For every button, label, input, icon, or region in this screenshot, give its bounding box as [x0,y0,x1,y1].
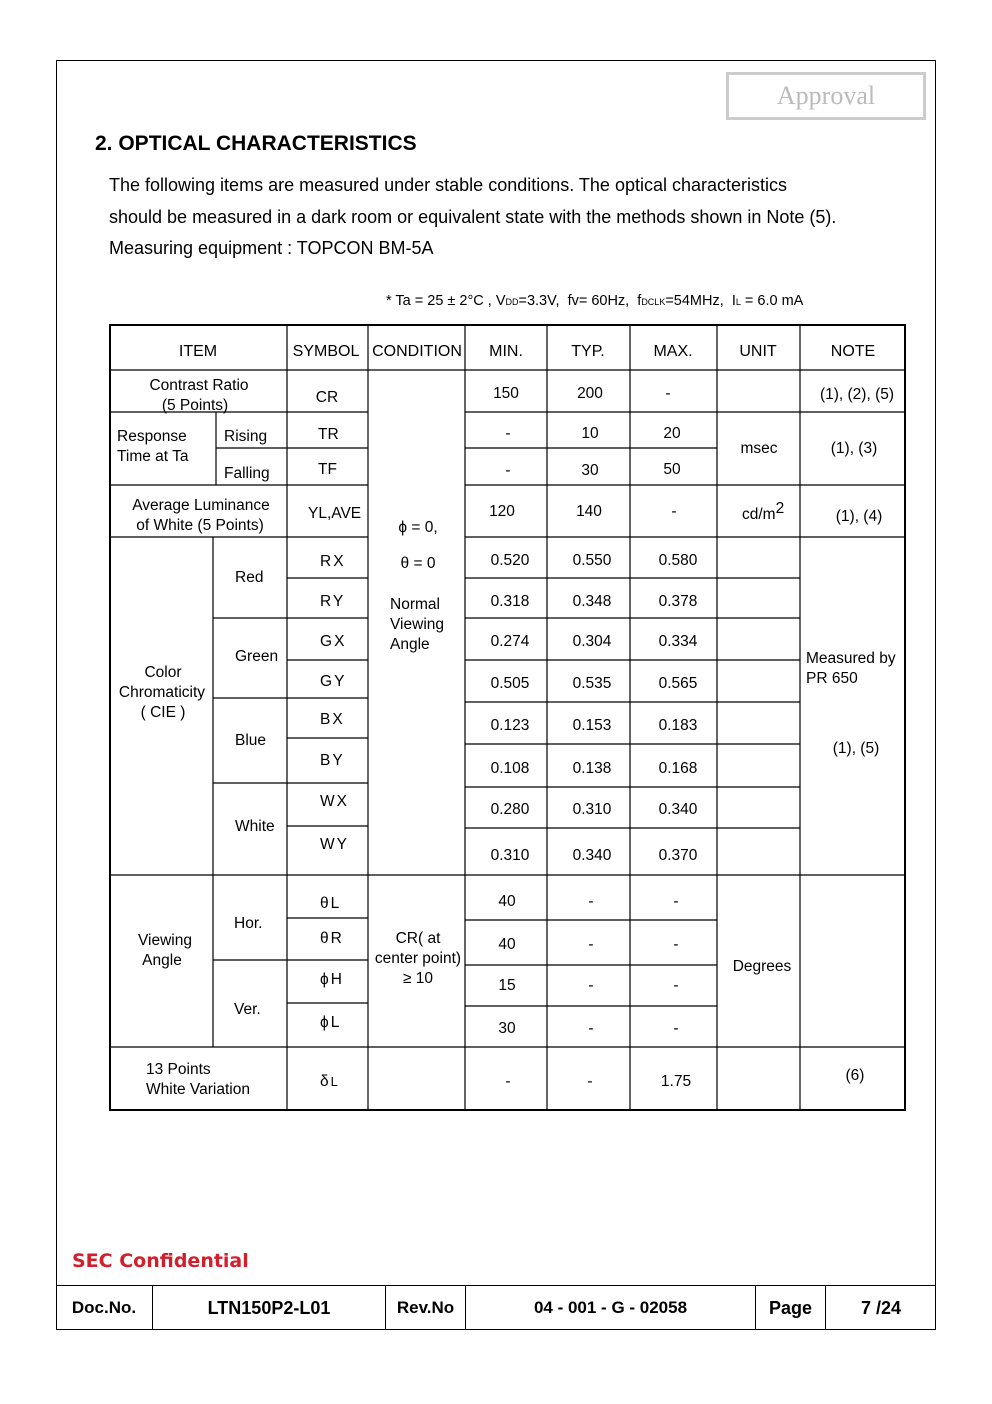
rise-typ: 10 [581,425,599,442]
viewing-unit: Degrees [732,958,792,975]
page-total: /24 [876,1298,902,1318]
header-condition: CONDITION [372,343,462,360]
cond-fv: fv= 60Hz, [567,293,630,309]
chroma-symbol-3-sub: Y [334,673,345,690]
luminance-unit [742,500,784,523]
chroma-note-1: Measured by [806,650,896,667]
viewing-symbol-1-base: θ [320,930,329,947]
luminance-symbol [308,505,361,522]
cond-i: I [731,293,736,309]
chroma-symbol-7 [320,836,347,853]
sym-delta-sub: L [330,1074,338,1089]
chroma-typ-2: 0.304 [572,633,612,650]
chroma-typ-7: 0.340 [572,847,612,864]
sym-y-sub: L,AVE [318,505,362,522]
chroma-symbol-0 [320,553,344,570]
chroma-symbol-6-sub: X [336,793,347,810]
chroma-symbol-6-base: W [320,793,335,810]
chroma-typ-5: 0.138 [572,760,612,777]
intro-line-2: should be measured in a dark room or equivalent state with the methods shown in Note (5). [109,207,837,227]
response-unit: msec [740,440,778,457]
chroma-blue: Blue [235,732,267,749]
viewing-item-2: Angle [142,952,182,969]
rise-min: - [505,425,511,442]
response-item-2: Time at Ta [117,448,189,465]
cond-f: f [637,293,642,309]
whitevar-typ: - [587,1073,593,1090]
confidential-label: SEC Confidential [72,1250,249,1272]
chroma-red: Red [235,569,264,586]
viewing-min-3: 30 [498,1020,516,1037]
response-sym-fall [318,461,337,478]
sym-delta: δ [320,1073,329,1090]
contrast-symbol: CR [315,389,339,406]
viewing-max-2: - [673,977,679,994]
chroma-min-7: 0.310 [490,847,530,864]
chroma-min-4: 0.123 [490,717,530,734]
chroma-typ-6: 0.310 [572,801,612,818]
cond-vdd-sub: DD [505,297,519,307]
chroma-min-6: 0.280 [490,801,530,818]
viewing-typ-0: - [588,893,594,910]
chroma-min-5: 0.108 [490,760,530,777]
luminance-typ: 140 [576,503,602,520]
viewing-ver: Ver. [234,1001,261,1018]
unit-sup: 2 [775,500,785,517]
page-num: 7 [860,1298,871,1318]
response-note: (1), (3) [830,440,878,457]
viewing-min-0: 40 [498,893,516,910]
chroma-note-2: PR 650 [806,670,858,687]
header-note: NOTE [830,343,876,360]
chroma-max-1: 0.378 [658,593,698,610]
response-rising: Rising [224,428,268,445]
section-title: 2. OPTICAL CHARACTERISTICS [95,132,417,155]
rise-max: 20 [663,425,681,442]
cond-vdd-val: =3.3V, [518,293,560,309]
luminance-item-1: Average Luminance [132,497,270,514]
sym-tf-sub: F [327,461,337,478]
chroma-rows [320,552,698,864]
header-unit: UNIT [739,343,777,360]
contrast-item-2: (5 Points) [161,397,229,414]
chroma-item-3: ( CIE ) [140,704,186,721]
chroma-symbol-2 [320,633,345,650]
whitevar-max: 1.75 [660,1073,692,1090]
chroma-symbol-5 [320,752,343,769]
chroma-typ-0: 0.550 [572,552,612,569]
chroma-max-4: 0.183 [658,717,698,734]
viewing-symbol-1 [320,930,342,947]
viewing-symbol-0-base: θ [320,895,329,912]
header-item: ITEM [178,343,218,360]
cond-il-sub: L [735,297,741,307]
viewing-hor: Hor. [234,915,263,932]
chroma-item-2: Chromaticity [118,684,206,701]
viewing-symbol-3 [320,1014,340,1031]
viewing-item-1: Viewing [137,932,193,949]
doc-label: Doc.No. [56,1286,153,1330]
condition-angle: Angle [390,636,430,653]
rev-value: 04 - 001 - G - 02058 [466,1286,756,1330]
whitevar-item-1: 13 Points [146,1061,211,1078]
chroma-max-3: 0.565 [658,675,698,692]
viewing-cond-3: ≥ 10 [402,970,434,987]
chroma-symbol-0-base: R [320,553,332,570]
whitevar-note: (6) [845,1067,865,1084]
viewing-max-0: - [673,893,679,910]
viewing-cond-2: center point) [374,950,462,967]
viewing-symbol-0-sub: L [330,895,340,912]
response-item-1: Response [117,428,187,445]
viewing-symbol-1-sub: R [330,930,342,947]
whitevar-min: - [505,1073,511,1090]
sym-tr: T [318,426,328,443]
cond-ta: * Ta = 25 ± 2°C , [386,293,492,309]
chroma-symbol-1-base: R [320,593,331,610]
contrast-max: - [665,385,671,402]
viewing-typ-2: - [588,977,594,994]
chroma-symbol-3 [320,673,344,690]
header-symbol: SYMBOL [292,343,360,360]
chroma-symbol-6 [320,793,348,810]
chroma-max-5: 0.168 [658,760,698,777]
luminance-max: - [671,503,677,520]
header-max: MAX. [653,343,693,360]
chroma-symbol-0-sub: X [333,553,344,570]
chroma-typ-4: 0.153 [572,717,612,734]
whitevar-symbol [320,1073,338,1090]
header-typ: TYP. [571,343,605,360]
contrast-item-1: Contrast Ratio [149,377,249,394]
chroma-item-1: Color [144,664,182,681]
chroma-symbol-2-base: G [320,633,333,650]
luminance-item-2: of White (5 Points) [136,517,264,534]
chroma-symbol-4-sub: X [332,711,343,728]
chroma-symbol-1 [320,593,343,610]
response-sym-rise [318,426,339,443]
sym-tf: T [318,461,328,478]
viewing-symbol-2-sub: H [330,971,342,988]
cond-v: V [495,293,506,309]
response-falling: Falling [224,465,270,482]
cond-fdclk-val: =54MHz, [665,293,724,309]
luminance-note: (1), (4) [835,508,883,525]
condition-viewing: Viewing [390,616,445,633]
doc-value: LTN150P2-L01 [153,1286,386,1330]
luminance-min: 120 [489,503,515,520]
chroma-note-3: (1), (5) [832,740,880,757]
fall-max: 50 [663,461,681,478]
footer [56,1285,936,1330]
chroma-max-0: 0.580 [658,552,698,569]
contrast-note: (1), (2), (5) [819,386,895,403]
contrast-min: 150 [493,385,519,402]
viewing-symbol-3-base: ϕ [320,1014,329,1031]
chroma-max-6: 0.340 [658,801,698,818]
condition-normal: Normal [390,596,440,613]
chroma-green: Green [235,648,279,665]
approval-stamp: Approval [726,72,926,120]
contrast-typ: 200 [577,385,603,402]
intro-line-1: The following items are measured under stable conditions. The optical characteristics [109,175,788,195]
viewing-symbol-2-base: ϕ [320,971,329,988]
chroma-min-2: 0.274 [490,633,530,650]
fall-min: - [505,462,511,479]
header-min: MIN. [489,343,523,360]
chroma-symbol-4-base: B [320,711,331,728]
whitevar-item-2: White Variation [146,1081,250,1098]
chroma-symbol-4 [320,711,343,728]
viewing-min-1: 40 [498,936,516,953]
intro-line-3: Measuring equipment : TOPCON BM-5A [109,238,434,258]
chroma-min-1: 0.318 [490,593,530,610]
cond-fdclk-sub: DCLK [641,297,666,307]
viewing-symbol-2 [320,971,342,988]
chroma-typ-3: 0.535 [572,675,612,692]
chroma-symbol-7-base: W [320,836,335,853]
chroma-max-7: 0.370 [658,847,698,864]
chroma-max-2: 0.334 [658,633,698,650]
page-number [826,1286,936,1330]
viewing-typ-3: - [588,1020,594,1037]
chroma-symbol-5-sub: Y [332,752,343,769]
viewing-max-3: - [673,1020,679,1037]
chroma-typ-1: 0.348 [572,593,612,610]
chroma-symbol-2-sub: X [334,633,345,650]
page-label: Page [756,1286,826,1330]
sym-y: Y [308,505,319,522]
viewing-symbol-0 [320,895,340,912]
fall-typ: 30 [581,462,599,479]
sym-tr-sub: R [327,426,339,443]
chroma-symbol-5-base: B [320,752,331,769]
chroma-min-0: 0.520 [490,552,530,569]
viewing-max-1: - [673,936,679,953]
viewing-symbol-3-sub: L [330,1014,340,1031]
unit-cdm: cd/m [742,506,776,523]
cond-il-val: = 6.0 mA [744,293,804,309]
viewing-typ-1: - [588,936,594,953]
viewing-min-2: 15 [498,977,516,994]
chroma-symbol-1-sub: Y [332,593,344,610]
viewing-cond-1: CR( at [395,930,441,947]
chroma-symbol-3-base: G [320,673,333,690]
chroma-min-3: 0.505 [490,675,530,692]
condition-phi: ϕ = 0, [398,519,438,536]
condition-theta: θ = 0 [400,555,436,572]
chroma-white: White [235,818,275,835]
chroma-symbol-7-sub: Y [336,836,347,853]
rev-label: Rev.No [386,1286,466,1330]
